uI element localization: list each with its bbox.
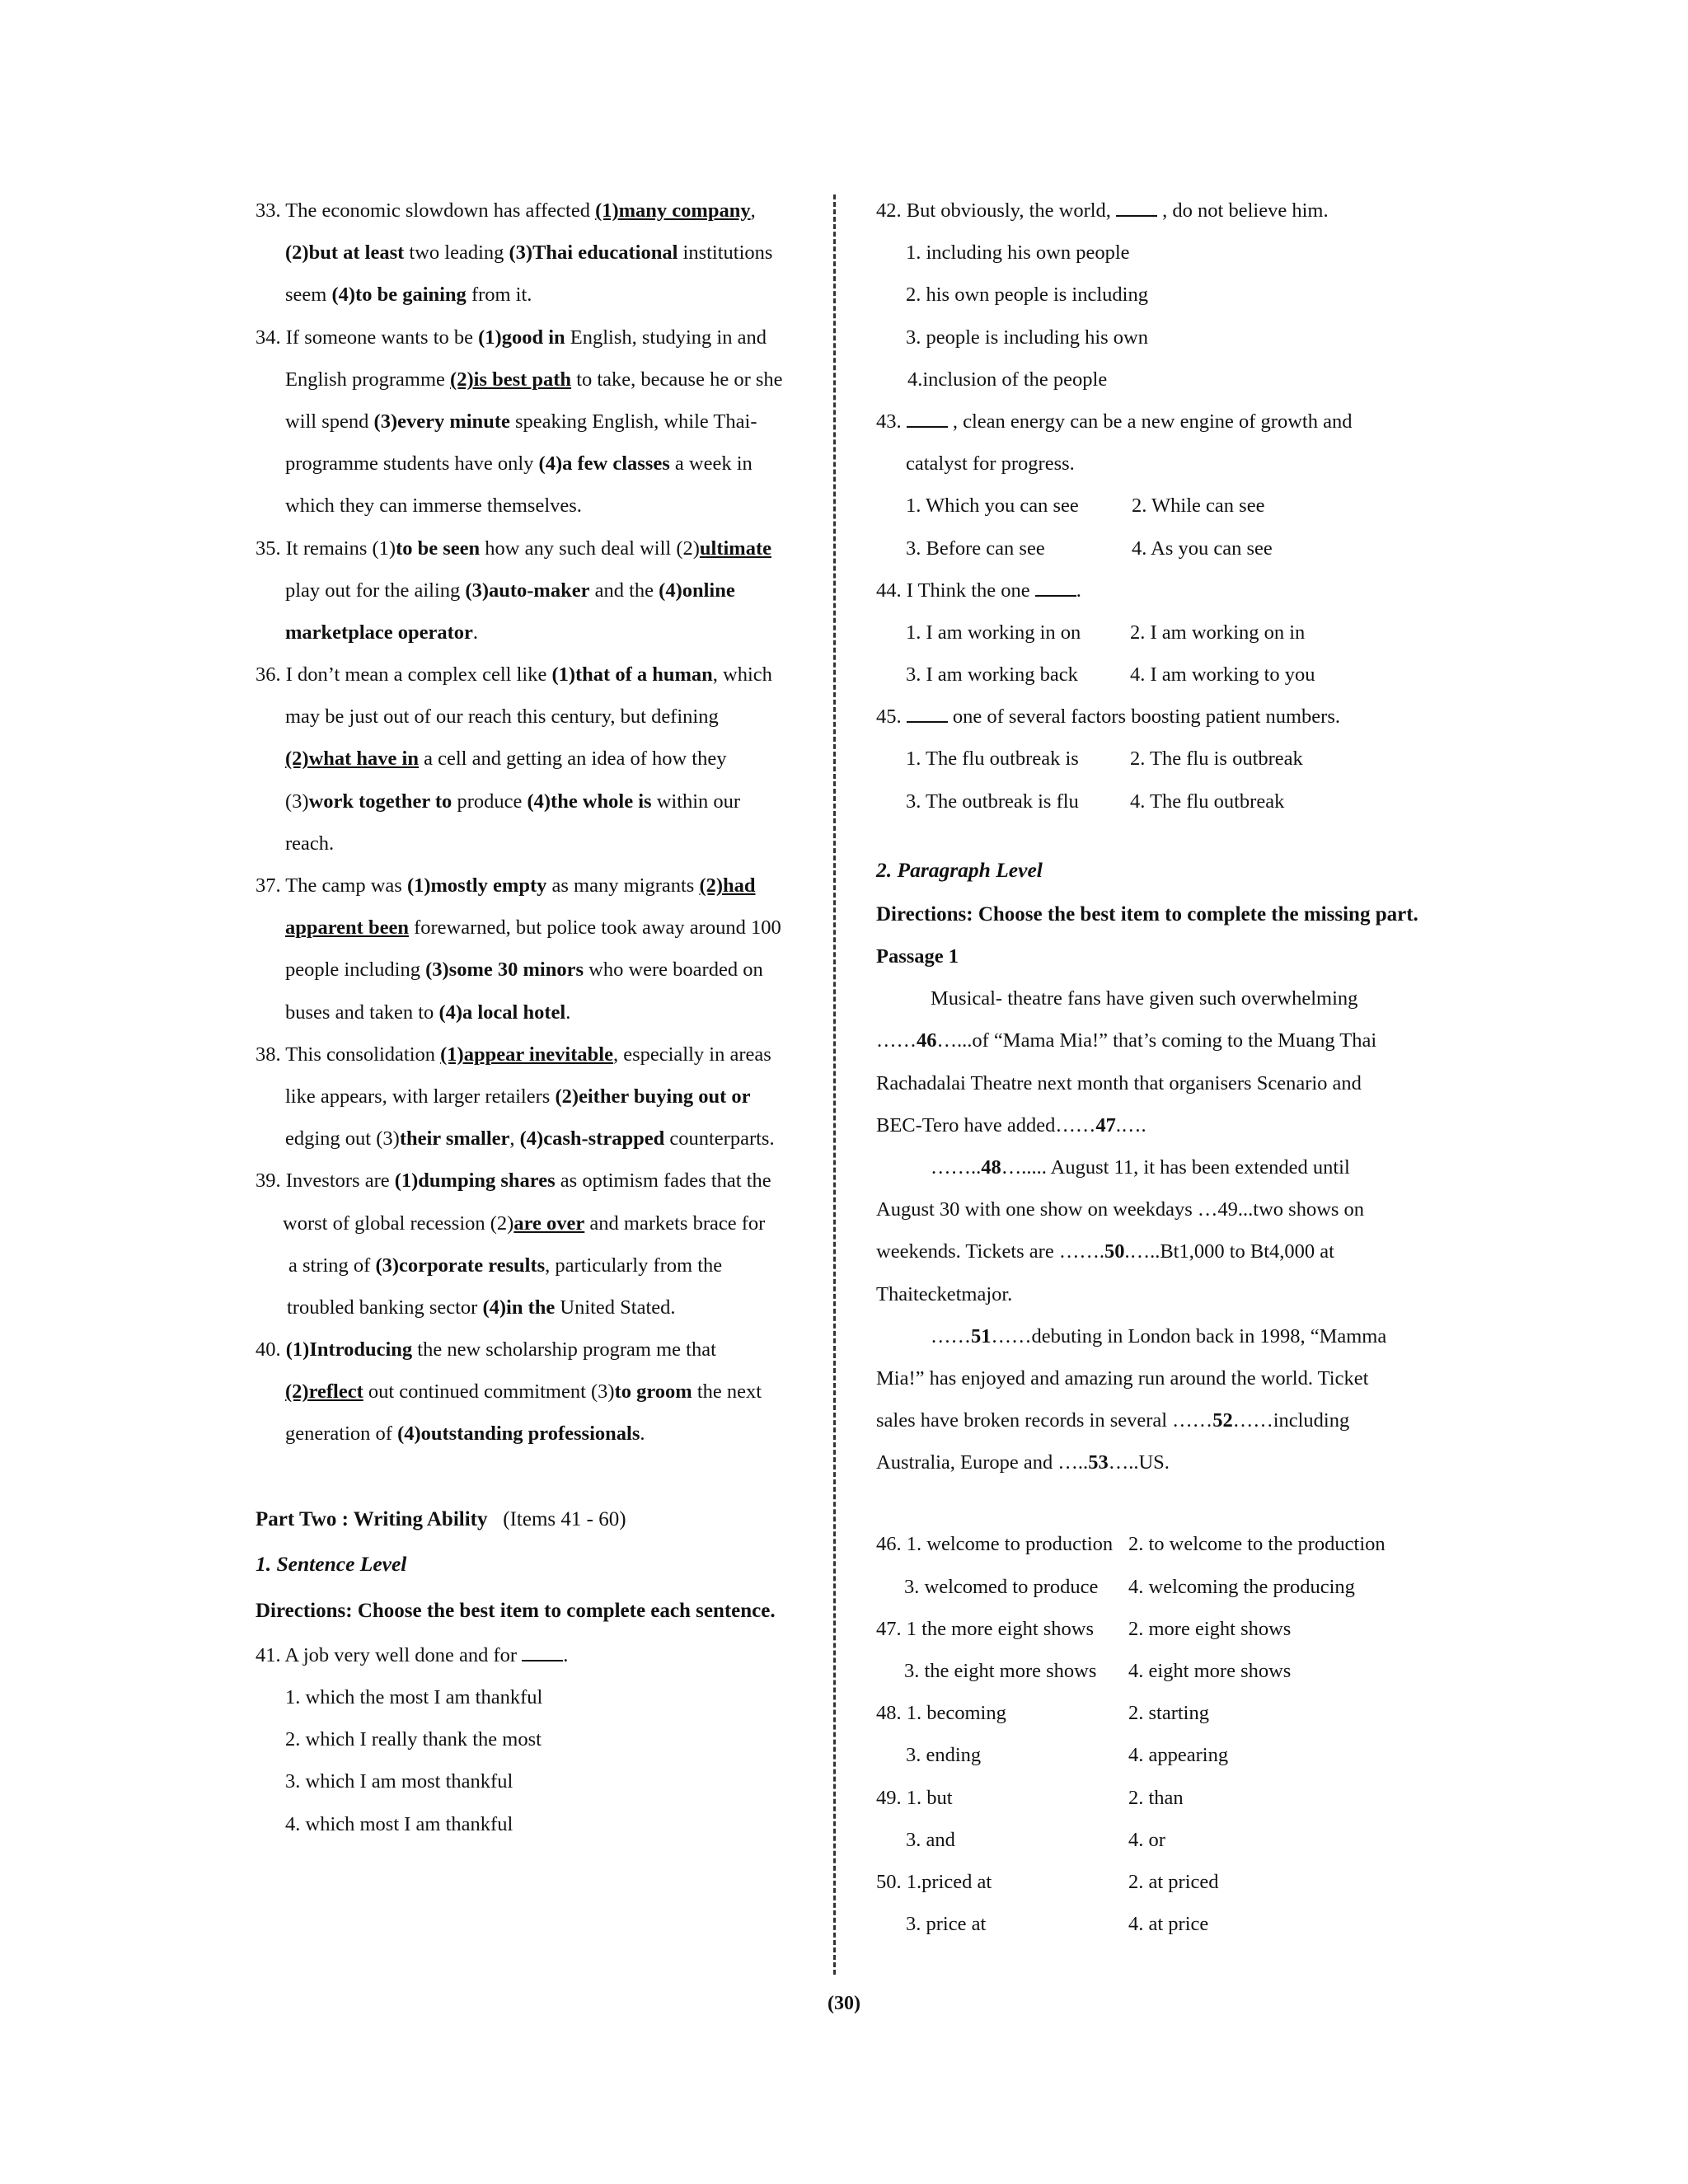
option: 4. appearing bbox=[1128, 1744, 1229, 1767]
option: 3. people is including his own bbox=[906, 326, 1148, 349]
column-divider bbox=[833, 194, 836, 1975]
paragraph-level-heading: 2. Paragraph Level bbox=[876, 857, 1043, 882]
option: 3. and bbox=[906, 1828, 955, 1851]
option: 2. to welcome to the production bbox=[1128, 1533, 1386, 1556]
right-column bbox=[876, 190, 1453, 1945]
option: 4. which most I am thankful bbox=[285, 1812, 513, 1835]
option: 3. the eight more shows bbox=[904, 1660, 1097, 1682]
option: 4. at price bbox=[1128, 1913, 1209, 1936]
option: 2. The flu is outbreak bbox=[1130, 748, 1303, 771]
option: 47. 1 the more eight shows bbox=[876, 1617, 1095, 1640]
option: 2. than bbox=[1128, 1786, 1184, 1809]
option: 3. which I am most thankful bbox=[285, 1770, 513, 1793]
question-45: 45. one of several factors boosting patient numbers. 1. The flu outbreak is 2. The flu is outbreak 3. The outbreak is flu 4. The flu outbreak bbox=[876, 696, 1453, 823]
option: 4. I am working to you bbox=[1130, 663, 1315, 687]
option: 50. 1.priced at bbox=[876, 1870, 992, 1893]
option: 4. or bbox=[1128, 1828, 1165, 1851]
option: 4.inclusion of the people bbox=[907, 368, 1108, 391]
answer-blank bbox=[907, 703, 948, 723]
sentence-directions: Directions: Choose the best item to complete each sentence. bbox=[256, 1599, 776, 1622]
option: 2. starting bbox=[1128, 1702, 1209, 1725]
question-34: 34. If someone wants to be (1)good in English, studying in and English programme (2)is best path to take, because he or she will spend (3)every minute speaking English, while Thai- programme students have only (4)a few classes a week in which they can immerse themselves. bbox=[256, 326, 783, 518]
option: 2. his own people is including bbox=[906, 284, 1148, 307]
option: 4. The flu outbreak bbox=[1130, 790, 1285, 813]
option: 46. 1. welcome to production bbox=[876, 1533, 1114, 1556]
option: 48. 1. becoming bbox=[876, 1702, 1006, 1725]
option: 1. The flu outbreak is bbox=[906, 748, 1079, 771]
question-50 bbox=[876, 1861, 1453, 1945]
part-two-heading: Part Two : Writing Ability (Items 41 - 60) bbox=[256, 1507, 626, 1530]
option: 3. price at bbox=[906, 1913, 987, 1936]
question-33: 33. The economic slowdown has affected (1)many company, (2)but at least two leading (3)Thai educational institutions seem (4)to be gaining from it. bbox=[256, 199, 773, 307]
option: 2. which I really thank the most bbox=[285, 1728, 542, 1751]
page-number: (30) bbox=[828, 1993, 860, 2014]
option: 3. I am working back bbox=[906, 663, 1078, 687]
option: 3. Before can see bbox=[906, 537, 1045, 560]
option: 3. ending bbox=[906, 1744, 982, 1767]
question-36: 36. I don’t mean a complex cell like (1)that of a human, which may be just out of our reach this century, but defining (2)what have in a cell and getting an idea of how they (3)work together to produce (4)the whole is within our reach. bbox=[256, 663, 772, 855]
option: 2. I am working on in bbox=[1130, 621, 1306, 644]
question-37: 37. The camp was (1)mostly empty as many migrants (2)had apparent been forewarned, but police took away around 100 people including (3)some 30 minors who were boarded on buses and taken to (4)a local hotel. bbox=[256, 874, 781, 1024]
passage-1: Musical- theatre fans have given such overwhelming ……46…...of “Mama Mia!” that’s coming to the Muang Thai Rachadalai Theatre next month that organisers Scenario and BEC-Tero have added……47.…. ……..48…..... August 11, it has been extended until August 30 with one show on weekdays …49...two shows on weekends. Tickets are …….50.…..Bt1,000 to Bt4,000 at Thaitecketmajor. ……51……debuting in London back in 1998, “Mamma Mia!” has enjoyed and amazing run around the world. Ticket sales have broken records in several ……52……including Australia, Europe and …..53…..US. bbox=[876, 987, 1387, 1474]
answer-blank bbox=[907, 408, 948, 428]
question-46 bbox=[876, 1523, 1453, 1607]
question-39: 39. Investors are (1)dumping shares as optimism fades that the worst of global recession (2)are over and markets brace for a string of (3)corporate results, particularly from the troubled banking sector (4)in the United Stated. bbox=[256, 1169, 771, 1319]
option: 4. eight more shows bbox=[1128, 1660, 1292, 1682]
answer-blank bbox=[1035, 577, 1076, 597]
question-35: 35. It remains (1)to be seen how any such deal will (2)ultimate play out for the ailing (3)auto-maker and the (4)online marketplace operator. bbox=[256, 537, 771, 644]
option: 1. I am working in on bbox=[906, 621, 1081, 644]
option: 4. As you can see bbox=[1132, 537, 1273, 560]
left-column bbox=[256, 190, 824, 1845]
question-42: 42. But obviously, the world, , do not believe him. 1. including his own people 2. his own people is including 3. people is including his own 4.inclusion of the people bbox=[876, 190, 1453, 401]
question-47 bbox=[876, 1608, 1453, 1692]
question-40: 40. (1)Introducing the new scholarship program me that (2)reflect out continued commitment (3)to groom the next generation of (4)outstanding professionals. bbox=[256, 1338, 762, 1446]
question-44: 44. I Think the one . 1. I am working in on 2. I am working on in 3. I am working back 4. I am working to you bbox=[876, 569, 1453, 696]
option: 4. welcoming the producing bbox=[1128, 1575, 1355, 1598]
question-38: 38. This consolidation (1)appear inevitable, especially in areas like appears, with larger retailers (2)either buying out or edging out (3)their smaller, (4)cash-strapped counterparts. bbox=[256, 1043, 775, 1151]
option: 49. 1. but bbox=[876, 1786, 953, 1809]
option: 1. Which you can see bbox=[906, 494, 1079, 518]
option: 2. at priced bbox=[1128, 1870, 1219, 1893]
question-41: 41. A job very well done and for . 1. which the most I am thankful 2. which I really thank the most 3. which I am most thankful 4. which most I am thankful bbox=[256, 1634, 824, 1845]
option: 3. welcomed to produce bbox=[904, 1575, 1099, 1598]
answer-blank bbox=[1116, 197, 1157, 217]
option: 3. The outbreak is flu bbox=[906, 790, 1079, 813]
option: 2. While can see bbox=[1132, 494, 1265, 518]
option: 2. more eight shows bbox=[1128, 1617, 1292, 1640]
option: 1. which the most I am thankful bbox=[285, 1686, 543, 1708]
option: 1. including his own people bbox=[906, 241, 1130, 265]
sentence-level-heading: 1. Sentence Level bbox=[256, 1551, 407, 1576]
question-48 bbox=[876, 1692, 1453, 1776]
answer-blank bbox=[522, 1642, 563, 1661]
question-43: 43. , clean energy can be a new engine of growth and catalyst for progress. 1. Which you can see 2. While can see 3. Before can see 4. As you can see bbox=[876, 401, 1453, 569]
paragraph-directions: Directions: Choose the best item to complete the missing part. bbox=[876, 902, 1418, 926]
passage-title: Passage 1 bbox=[876, 945, 959, 968]
question-49 bbox=[876, 1777, 1453, 1861]
